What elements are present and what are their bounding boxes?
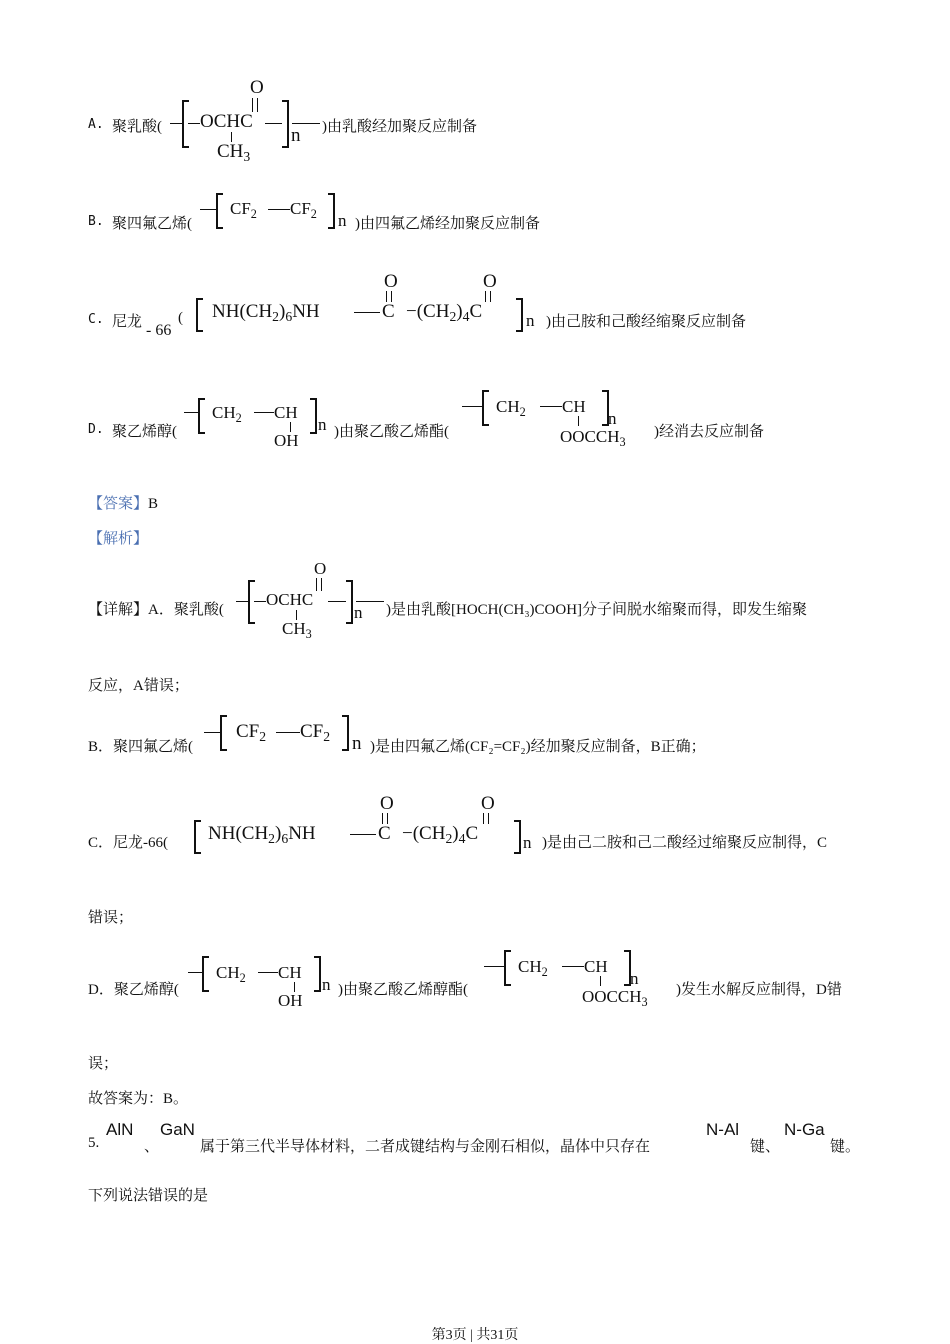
- pvac-ch: CH: [562, 397, 586, 416]
- pla-oxygen: O: [250, 77, 264, 98]
- detail-nylon-carbonyl-o-first: O: [380, 793, 394, 814]
- detail-pva-n: n: [322, 975, 331, 994]
- detail-pva-ch: CH: [278, 963, 302, 982]
- option-a-formula-polylactic: [170, 76, 320, 166]
- option-b-text-before: 聚四氟乙烯(: [112, 216, 192, 232]
- nylon-carbonyl-o-first: O: [384, 271, 398, 292]
- detail-d-formula-pva: [188, 950, 338, 1014]
- q5-line2: 下列说法错误的是: [88, 1188, 209, 1204]
- pvac-ch2: $CH_2$: [496, 397, 526, 419]
- option-d-text-before: 聚乙烯醇(: [112, 424, 177, 440]
- option-c-label: C.: [88, 312, 104, 327]
- pva-oh: OH: [274, 431, 299, 450]
- pva-ch2: $CH_2$: [212, 403, 242, 425]
- option-b-label: B.: [88, 214, 104, 229]
- pva-n: n: [318, 415, 327, 434]
- q5-text2: 键、: [750, 1139, 781, 1155]
- detail-d-line2: 误；: [88, 1056, 119, 1072]
- option-b-text-after: )由四氟乙烯经加聚反应制备: [355, 216, 540, 232]
- q5-text3: 键。: [830, 1139, 861, 1155]
- detail-d-formula-pvac: [484, 944, 684, 1012]
- detail-d-suffix: )发生水解反应制得，D错: [676, 982, 842, 998]
- detail-ptfe-n: n: [352, 733, 362, 754]
- option-c-text-before: 尼龙: [112, 314, 143, 330]
- detail-ptfe-cf2-second: $CF_2$: [300, 721, 331, 745]
- pla-methyl: $CH_3$: [217, 141, 251, 165]
- option-d-text-middle: )由聚乙酸乙烯酯(: [334, 424, 449, 440]
- detail-a-prefix: 【详解】A．聚乳酸(: [88, 602, 224, 618]
- pvac-acetate: $OOCCH_3$: [560, 427, 626, 449]
- detail-d-prefix: D．聚乙烯醇(: [88, 982, 179, 998]
- detail-conclusion: 故答案为：B。: [88, 1091, 189, 1107]
- option-d-label: D.: [88, 422, 104, 437]
- detail-pvac-ch: CH: [584, 957, 608, 976]
- detail-a-line2: 反应，A错误；: [88, 678, 189, 694]
- detail-a-suffix: )是由乳酸[HOCH(CH₃)COOH]分子间脱水缩聚而得，即发生缩聚: [386, 602, 808, 618]
- detail-d-middle: )由聚乙酸乙烯醇酯(: [338, 982, 468, 998]
- answer-value: B: [148, 496, 159, 512]
- detail-b-suffix: )是由四氟乙烯(CF₂=CF₂)经加聚反应制备，B正确；: [370, 739, 706, 755]
- detail-b-prefix: B．聚四氟乙烯(: [88, 739, 194, 755]
- q5-text1: 属于第三代半导体材料，二者成键结构与金刚石相似，晶体中只存在: [200, 1139, 651, 1155]
- nylon-hexamethylenediamine-part: $NH(CH_2)_6NH$: [212, 301, 320, 325]
- page-footer: 第3页 | 共31页: [431, 1328, 519, 1343]
- answer-tag: 【答案】: [88, 496, 149, 512]
- q5-separator: 、: [144, 1139, 160, 1155]
- detail-b-formula-ptfe: [204, 708, 372, 758]
- q5-number: 5.: [88, 1135, 100, 1151]
- detail-nylon-n: n: [523, 833, 532, 852]
- option-d-formula-pva: [184, 392, 334, 456]
- detail-pla-n: n: [354, 603, 363, 622]
- detail-nylon-adipic-part: $-(CH_2)_4C$: [402, 823, 479, 847]
- pla-n: n: [291, 125, 301, 146]
- q5-nal: N-Al: [706, 1120, 740, 1139]
- option-d-formula-pvac: [462, 384, 662, 452]
- option-a-label: A.: [88, 117, 104, 132]
- pva-ch: CH: [274, 403, 298, 422]
- ptfe-cf2-first: $CF_2$: [230, 199, 257, 221]
- detail-c-prefix: C．尼龙-66(: [88, 835, 168, 851]
- pla-backbone: OCHC: [200, 111, 253, 132]
- q5-aln: AlN: [106, 1120, 134, 1139]
- detail-pvac-acetate: $OOCCH_3$: [582, 987, 648, 1009]
- option-a-text-before: 聚乳酸(: [112, 119, 162, 135]
- q5-nga: N-Ga: [784, 1120, 825, 1139]
- q5-gan: GaN: [160, 1120, 195, 1139]
- detail-pvac-n: n: [630, 969, 639, 988]
- detail-pva-oh: OH: [278, 991, 303, 1010]
- detail-a-formula-polylactic: [236, 558, 386, 644]
- detail-pla-methyl: $CH_3$: [282, 619, 312, 641]
- option-c-66: - 66: [146, 322, 172, 339]
- detail-nylon-carbonyl-o-second: O: [481, 793, 495, 814]
- option-b-formula-ptfe: [200, 188, 360, 236]
- detail-c-suffix: )是由己二胺和己二酸经过缩聚反应制得，C: [542, 835, 828, 851]
- nylon-adipic-part: $-(CH_2)_4C$: [406, 301, 483, 325]
- detail-c-line2: 错误；: [88, 910, 134, 926]
- option-c-paren: (: [178, 310, 183, 326]
- answer-line: [88, 492, 158, 513]
- detail-pvac-ch2: $CH_2$: [518, 957, 548, 979]
- detail-pla-oxygen: O: [314, 559, 327, 578]
- option-d-text-after: )经消去反应制备: [654, 424, 764, 440]
- option-a-text-after: )由乳酸经加聚反应制备: [322, 119, 477, 135]
- detail-pva-ch2: $CH_2$: [216, 963, 246, 985]
- detail-pla-backbone: OCHC: [266, 590, 314, 609]
- nylon-carbonyl-o-second: O: [483, 271, 497, 292]
- detail-nylon-hexamethylenediamine-part: $NH(CH_2)_6NH$: [208, 823, 316, 847]
- detail-nylon-carbonyl-c-first: C: [378, 823, 391, 844]
- pvac-n: n: [608, 409, 617, 428]
- option-c-text-after: )由己胺和己酸经缩聚反应制备: [546, 314, 746, 330]
- ptfe-cf2-second: $CF_2$: [290, 199, 317, 221]
- nylon-carbonyl-c-first: C: [382, 301, 395, 322]
- ptfe-n: n: [338, 211, 347, 230]
- analysis-tag: 【解析】: [88, 531, 149, 547]
- option-c-formula-nylon: [186, 272, 546, 338]
- detail-ptfe-cf2-first: $CF_2$: [236, 721, 267, 745]
- nylon-n: n: [526, 311, 535, 330]
- detail-c-formula-nylon: [180, 792, 542, 858]
